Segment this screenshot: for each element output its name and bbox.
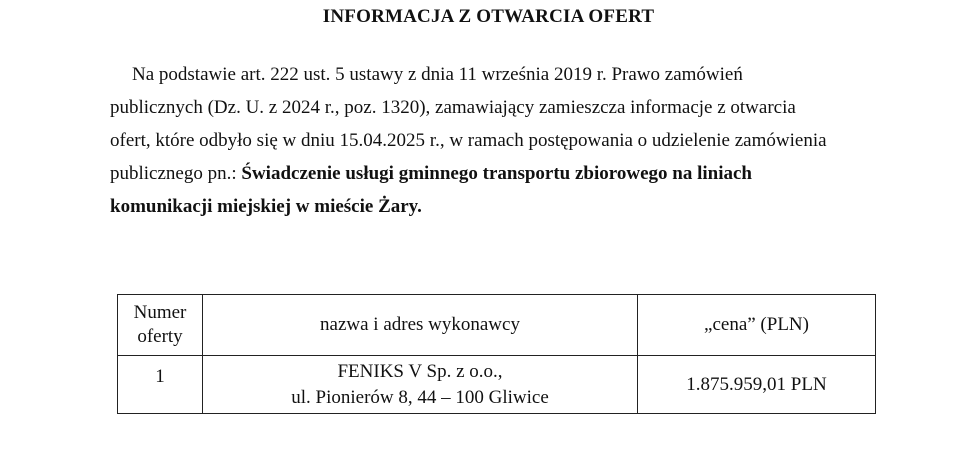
- paragraph-line: Na podstawie art. 222 ust. 5 ustawy z dnia 11 września 2019 r. Prawo zamówień: [132, 64, 743, 85]
- contractor-name: FENIKS V Sp. z o.o.,: [337, 360, 503, 382]
- table-header-row: [118, 295, 876, 356]
- contractor-cell: [203, 356, 638, 414]
- paragraph-line: ofert, które odbyło się w dniu 15.04.2025 r., w ramach postępowania o udzielenie zamówienia: [110, 130, 827, 151]
- header-offer-number-line2: oferty: [137, 326, 183, 347]
- table-row: [118, 356, 876, 414]
- paragraph-line: [110, 190, 870, 223]
- header-contractor-name: nazwa i adres wykonawcy: [203, 295, 638, 356]
- offers-table: [117, 294, 876, 414]
- contractor-address: ul. Pionierów 8, 44 – 100 Gliwice: [291, 386, 549, 408]
- header-offer-number-line1: Numer: [133, 302, 187, 323]
- paragraph-text: publicznego pn.:: [110, 163, 242, 184]
- offer-number-cell: 1: [118, 356, 203, 414]
- paragraph-line: publicznych (Dz. U. z 2024 r., poz. 1320), zamawiający zamieszcza informacje z otwarcia: [110, 97, 796, 118]
- offer-price-cell: 1.875.959,01 PLN: [638, 356, 876, 414]
- intro-paragraph: [110, 58, 870, 223]
- contract-name-part1: Świadczenie usługi gminnego transportu zbiorowego na liniach: [241, 163, 752, 184]
- header-offer-number: [118, 295, 203, 356]
- paragraph-line: [110, 157, 870, 190]
- header-price: „cena” (PLN): [638, 295, 876, 356]
- document-title: INFORMACJA Z OTWARCIA OFERT: [322, 6, 655, 27]
- contract-name-part2: komunikacji miejskiej w mieście Żary.: [110, 196, 422, 217]
